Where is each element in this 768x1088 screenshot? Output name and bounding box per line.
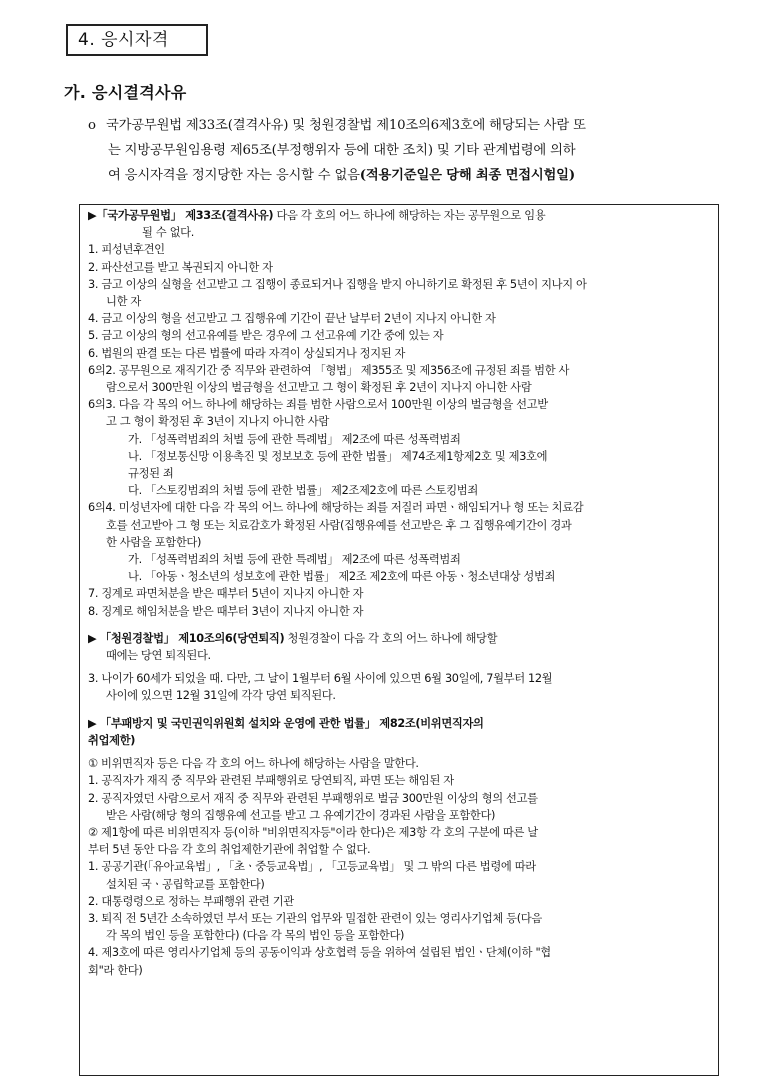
law2-item-list bbox=[88, 670, 712, 704]
law1-item: 7. 징계로 파면처분을 받은 때부터 5년이 지나지 아니한 자 bbox=[88, 587, 364, 601]
law1-item-list bbox=[88, 241, 712, 619]
law1-item: 8. 징계로 해임처분을 받은 때부터 3년이 지나지 아니한 자 bbox=[88, 604, 364, 618]
law1-item: 가. 「성폭력범죄의 처벌 등에 관한 특례법」 제2조에 따른 성폭력범죄 bbox=[128, 553, 461, 567]
law1-heading-rest: 다음 각 호의 어느 하나에 해당하는 자는 공무원으로 임용 bbox=[273, 209, 546, 222]
intro-paragraph bbox=[88, 113, 722, 188]
law2-item: 사이에 있으면 12월 31일에 각각 당연 퇴직된다. bbox=[106, 689, 336, 703]
law1-title: ▶「국가공무원법」 제33조(결격사유) bbox=[88, 209, 274, 222]
law3-item: 1. 공공기관(「유아교육법」, 「초ㆍ중등교육법」, 「고등교육법」 및 그 밖의 다른 법령에 따라 bbox=[88, 860, 536, 874]
law1-item: 다. 「스토킹범죄의 처벌 등에 관한 법률」 제2조제2호에 따른 스토킹범죄 bbox=[128, 484, 478, 498]
law3-item: 부터 5년 동안 다음 각 호의 취업제한기관에 취업할 수 없다. bbox=[88, 843, 371, 857]
law1-item: 6의3. 다음 각 목의 어느 하나에 해당하는 죄를 범한 사람으로서 100만원 이상의 벌금형을 선고받 bbox=[88, 398, 548, 412]
law2-heading bbox=[88, 630, 712, 647]
law1-heading bbox=[88, 207, 712, 224]
law3-item: 회"라 한다) bbox=[88, 963, 143, 977]
law1-item: 3. 금고 이상의 실형을 선고받고 그 집행이 종료되거나 집행을 받지 아니하기로 확정된 후 5년이 지나지 아 bbox=[88, 277, 587, 291]
law1-heading-cont: 될 수 없다. bbox=[142, 226, 194, 240]
intro-line: 국가공무원법 제33조(결격사유) 및 청원경찰법 제10조의6제3호에 해당되는 사람 또 bbox=[106, 118, 586, 133]
law2-item: 3. 나이가 60세가 되었을 때. 다만, 그 날이 1월부터 6월 사이에 있으면 6월 30일에, 7월부터 12월 bbox=[88, 672, 553, 686]
law1-item: 6의2. 공무원으로 재직기간 중 직무와 관련하여 「형법」 제355조 및 제356조에 규정된 죄를 범한 사 bbox=[88, 363, 570, 377]
intro-emphasis: (적용기준일은 당해 최종 면접시험일) bbox=[359, 168, 575, 183]
law2-title: ▶ 「청원경찰법」 제10조의6(당연퇴직) bbox=[88, 631, 285, 645]
bullet-marker: o bbox=[88, 118, 96, 133]
law1-item: 1. 피성년후견인 bbox=[88, 243, 165, 257]
law3-heading: ▶ 「부패방지 및 국민권익위원회 설치와 운영에 관한 법률」 제82조(비위면직자의 bbox=[88, 716, 484, 730]
intro-line: 는 지방공무원임용령 제65조(부정행위자 등에 대한 조치) 및 기타 관계법령에 의하 bbox=[108, 143, 576, 158]
law2-heading-cont: 때에는 당연 퇴직된다. bbox=[106, 649, 211, 663]
law3-item: 2. 공직자였던 사람으로서 재직 중 직무와 관련된 부패행위로 벌금 300만원 이상의 형의 선고를 bbox=[88, 791, 538, 805]
law1-item: 가. 「성폭력범죄의 처벌 등에 관한 특례법」 제2조에 따른 성폭력범죄 bbox=[128, 432, 461, 446]
law1-item: 한 사람을 포함한다) bbox=[106, 535, 202, 549]
law1-item: 니한 자 bbox=[106, 295, 141, 309]
law3-item: 3. 퇴직 전 5년간 소속하였던 부서 또는 기관의 업무와 밀접한 관련이 있는 영리사기업체 등(다음 bbox=[88, 911, 542, 925]
law3-item: 설치된 국ㆍ공립학교를 포함한다) bbox=[106, 877, 265, 891]
law3-item: 1. 공직자가 재직 중 직무와 관련된 부패행위로 당연퇴직, 파면 또는 해임된 자 bbox=[88, 774, 454, 788]
law3-item: ① 비위면직자 등은 다음 각 호의 어느 하나에 해당하는 사람을 말한다. bbox=[88, 757, 419, 771]
law1-item: 6의4. 미성년자에 대한 다음 각 목의 어느 하나에 해당하는 죄를 저질러 파면ㆍ해임되거나 형 또는 치료감 bbox=[88, 501, 584, 515]
law3-item: ② 제1항에 따른 비위면직자 등(이하 "비위면직자등"이라 한다)은 제3항 각 호의 구분에 따른 날 bbox=[88, 825, 538, 839]
intro-line-text: 여 응시자격을 정지당한 자는 응시할 수 없음 bbox=[108, 168, 360, 183]
law3-item: 2. 대통령령으로 정하는 부패행위 관련 기관 bbox=[88, 894, 294, 908]
law3-item-list bbox=[88, 755, 712, 979]
law-excerpt-box bbox=[79, 204, 719, 1076]
law1-item: 호를 선고받아 그 형 또는 치료감호가 확정된 사람(집행유예를 선고받은 후 그 집행유예기간이 경과 bbox=[106, 518, 572, 532]
law1-item: 6. 법원의 판결 또는 다른 법률에 따라 자격이 상실되거나 정지된 자 bbox=[88, 346, 406, 360]
section-title: 4. 응시자격 bbox=[66, 24, 208, 56]
intro-line bbox=[92, 163, 722, 188]
law1-item: 규정된 죄 bbox=[128, 467, 174, 481]
law3-item: 받은 사람(해당 형의 집행유예 선고를 받고 그 유예기간이 경과된 사람을 포함한다) bbox=[106, 808, 496, 822]
law3-heading-cont: 취업제한) bbox=[88, 733, 136, 747]
law1-item: 람으로서 300만원 이상의 벌금형을 선고받고 그 형이 확정된 후 2년이 지나지 아니한 사람 bbox=[106, 381, 532, 395]
law3-item: 4. 제3호에 따른 영리사기업체 등의 공동이익과 상호협력 등을 위하여 설립된 법인ㆍ단체(이하 "협 bbox=[88, 946, 551, 960]
law1-item: 나. 「정보통신망 이용촉진 및 정보보호 등에 관한 법률」 제74조제1항제2호 및 제3호에 bbox=[128, 449, 548, 463]
law2-heading-rest: 청원경찰이 다음 각 호의 어느 하나에 해당할 bbox=[284, 631, 498, 645]
sub-heading: 가. 응시결격사유 bbox=[64, 83, 187, 102]
law1-item: 나. 「아동ㆍ청소년의 성보호에 관한 법률」 제2조 제2호에 따른 아동ㆍ청소년대상 성범죄 bbox=[128, 570, 556, 584]
law1-item: 고 그 형이 확정된 후 3년이 지나지 아니한 사람 bbox=[106, 415, 329, 429]
law1-item: 5. 금고 이상의 형의 선고유예를 받은 경우에 그 선고유예 기간 중에 있는 자 bbox=[88, 329, 444, 343]
law1-item: 4. 금고 이상의 형을 선고받고 그 집행유예 기간이 끝난 날부터 2년이 지나지 아니한 자 bbox=[88, 312, 496, 326]
law1-item: 2. 파산선고를 받고 복권되지 아니한 자 bbox=[88, 260, 273, 274]
law3-item: 각 목의 법인 등을 포함한다) (다음 각 목의 법인 등을 포함한다) bbox=[106, 929, 405, 943]
